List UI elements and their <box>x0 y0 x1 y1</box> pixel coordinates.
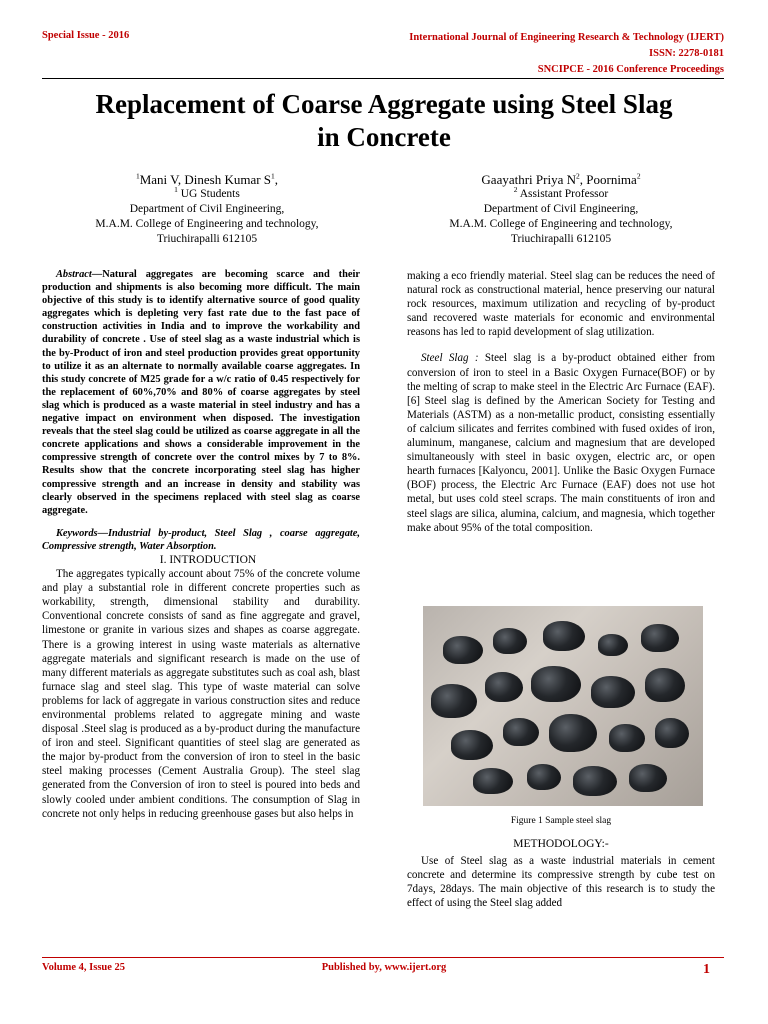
author-college-left: M.A.M. College of Engineering and technology, <box>95 218 319 230</box>
figure-steel-slag-photo <box>423 606 703 806</box>
keywords: Keywords—Industrial by-product, Steel Slag , coarse aggregate, Compressive strength, Water Absorption. <box>42 527 360 552</box>
slag-rock <box>431 684 477 718</box>
authors-block-left <box>42 172 372 247</box>
slag-rock <box>443 636 483 664</box>
slag-rock <box>549 714 597 752</box>
authors-block-right <box>396 172 726 247</box>
footer-rule <box>42 957 724 958</box>
header-rule <box>42 78 724 79</box>
steel-slag-lead: Steel Slag : <box>421 352 479 365</box>
header-issue: Special Issue - 2016 <box>42 30 130 41</box>
abstract <box>42 268 360 517</box>
abstract-text: —Natural aggregates are becoming scarce and their production and shipments is also becoming more difficult. The main objective of this study is to identify alternative source of good quality aggregates which is depleting very fast rate due to the fast pace of construction activities in India and to improve the workability and durability of concrete . Use of steel slag as a waste industrial which is the by-Product of iron and steel production provides great opportunity to utilize it as an alternate to normally available coarse aggregates. In this study concrete of M25 grade for a w/c ratio of 0.45 respectively for the replacement of 60%,70% and 80% of coarse aggregates by steel slag which is produced as a waste material in steel industry and has a negative impact on environment when disposed. The investigation reveals that the steel slag could be utilized as coarse aggregate in all the concrete applications and shows a considerable improvement in the compressive strength of concrete over the control mixes by 7 to 8%. Results show that the concrete incorporating steel slag has higher compressive strength and an increase in density and stability was clearly observed in the specimens replaced with steel slag as coarse aggregate. <box>42 269 360 516</box>
section-heading-introduction: I. INTRODUCTION <box>159 553 257 566</box>
figure-caption: Figure 1 Sample steel slag <box>510 816 612 826</box>
slag-rock <box>655 718 689 748</box>
slag-rock <box>451 730 493 760</box>
author-names-left: $^1$Mani V, Dinesh Kumar $S^1$, <box>135 171 279 187</box>
header-issn: ISSN: 2278-0181 <box>649 48 724 59</box>
author-city-left: Triuchirapalli 612105 <box>156 233 258 245</box>
slag-rock <box>573 766 617 796</box>
abstract-lead: Abstract <box>56 269 92 280</box>
title-line-2: in Concrete <box>317 122 451 152</box>
title-line-1: Replacement of Coarse Aggregate using Steel Slag <box>95 89 673 119</box>
right-column <box>407 269 715 535</box>
slag-rock <box>609 724 645 752</box>
footer-publisher: Published by, www.ijert.org <box>321 962 447 973</box>
header-proceedings: SNCIPCE - 2016 Conference Proceedings <box>537 64 724 75</box>
slag-rock <box>598 634 628 656</box>
author-role-right: $^2$ Assistant Professor <box>513 185 609 200</box>
section-heading-methodology: METHODOLOGY:- <box>513 838 609 850</box>
author-role-left: $^1$ UG Students <box>174 185 240 200</box>
page-number: 1 <box>703 962 710 977</box>
header-journal <box>409 30 724 78</box>
footer-volume: Volume 4, Issue 25 <box>42 962 126 973</box>
steel-slag-paragraph <box>407 351 715 534</box>
slag-rock <box>629 764 667 792</box>
author-names-right: Gaayathri Priya $N^2$, Poornima$^2$ <box>481 171 641 187</box>
slag-rock <box>493 628 527 654</box>
slag-rock <box>645 668 685 702</box>
introduction-text: The aggregates typically account about 75% of the concrete volume and play a substantial role in different concrete properties such as workability, strength, dimensional stability and durability. Conventional concrete consists of sand as fine aggregate and gravel, limestone or granite in various sizes and shapes as coarse aggregate. There is a growing interest in using waste materials as alternative aggregate materials and significant research is made on the use of many different materials as aggregate substitutes such as coal ash, blast furnace slag and steel slag. This type of waste material can solve problems for lack of aggregate in various construction sites and reduce environmental problems related to aggregate mining and waste disposal .Steel slag is produced as a by-product during the manufacture of iron and steel. Significant quantities of steel slag are generated as the major by-product from the conversion of iron to steel in the basic steel making processes (Cement Australia Group). The steel slag generated from the Conversion of iron to steel is poured into beds and slowly cooled under ambient conditions. The consumption of Slag in concrete not only helps in reducing greenhouse gases but also helps in <box>42 568 360 820</box>
slag-rock <box>543 621 585 651</box>
slag-rock <box>527 764 561 790</box>
slag-rock <box>473 768 513 794</box>
author-city-right: Triuchirapalli 612105 <box>510 233 612 245</box>
continued-paragraph: making a eco friendly material. Steel slag can be reduces the need of natural rock as constructional material, hence preserving our natural rock resources, maximum utilization and recycling of by-product sand recovered waste materials for economic and environmental reasons has led to rapid development of slag utilization. <box>407 270 715 339</box>
slag-rock <box>591 676 635 708</box>
methodology-text: Use of Steel slag as a waste industrial materials in cement concrete and determine its compressive strength by cube test on 7days, 28days. The main objective of this research is to study the effect of using the Steel slag added <box>407 855 715 910</box>
author-college-right: M.A.M. College of Engineering and technology, <box>449 218 673 230</box>
author-dept-right: Department of Civil Engineering, <box>483 203 639 215</box>
steel-slag-text: Steel slag is a by-product obtained either from conversion of iron to steel in a Basic Oxygen Furnace(BOF) or by the melting of scrap to make steel in the Electric Arc Furnace (EAF). [6] Steel slag is defined by the American Society for Testing and Materials (ASTM) as a non-metallic product, consisting essentially of calcium silicates and ferrites combined with fused oxides of iron, aluminum, manganese, calcium and magnesium that are developed simultaneously with steel in basic oxygen, electric arc, or open hearth furnaces [Kalyoncu, 2001]. Unlike the Basic Oxygen Furnace (BOF) process, the Electric Arc Furnace (EAF) does not use hot metal, but uses cold steel scraps. The main constituents of iron and steel slags are silica, alumina, calcium, and magnesia, which together make about 95% of the total composition. <box>407 352 715 534</box>
author-dept-left: Department of Civil Engineering, <box>129 203 285 215</box>
left-column <box>42 268 360 821</box>
paper-title <box>40 88 728 154</box>
slag-rock <box>641 624 679 652</box>
header-journal-name: International Journal of Engineering Research & Technology (IJERT) <box>409 32 724 43</box>
slag-rock <box>531 666 581 702</box>
slag-rock <box>503 718 539 746</box>
slag-rock <box>485 672 523 702</box>
